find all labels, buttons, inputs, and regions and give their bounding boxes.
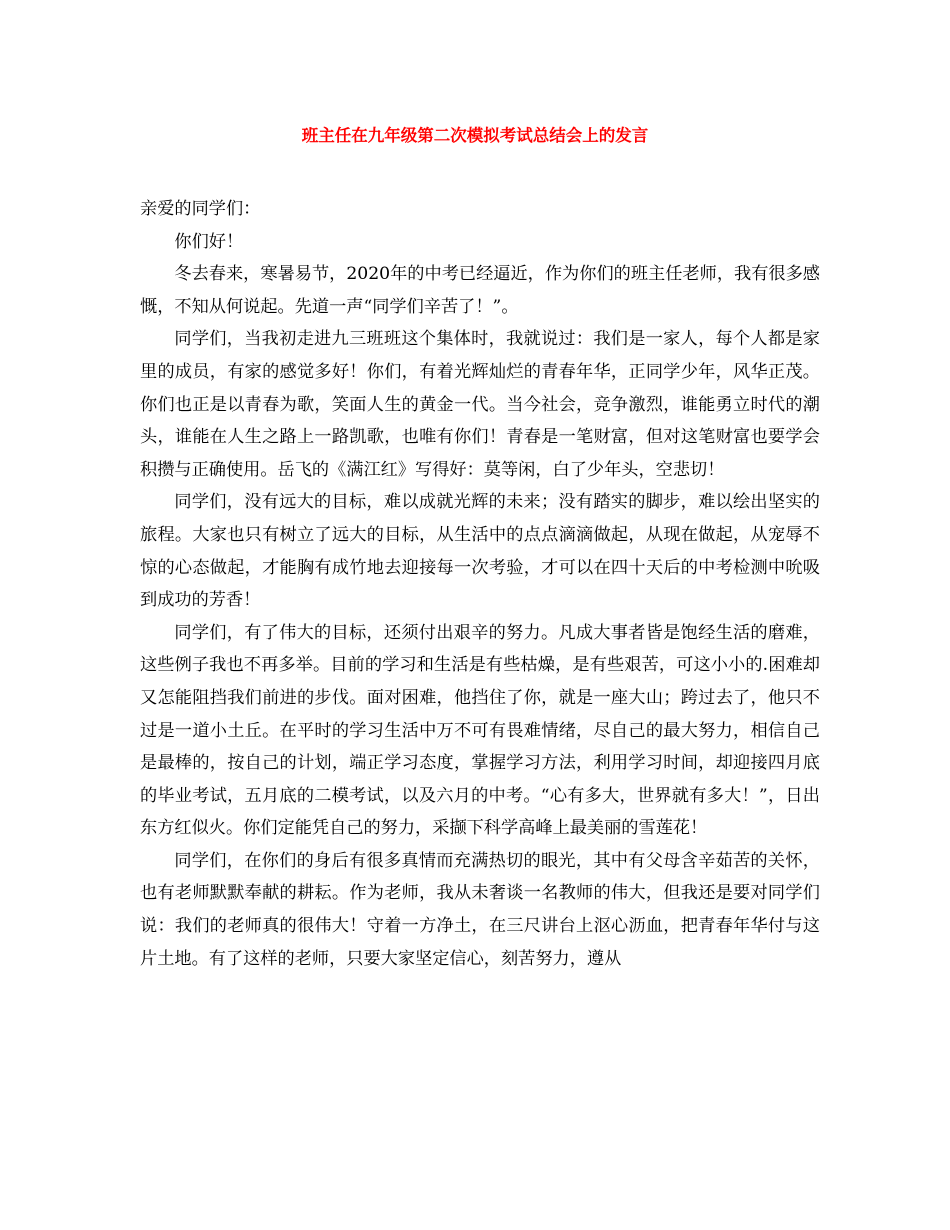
document-body bbox=[140, 193, 820, 975]
salutation: 亲爱的同学们： bbox=[140, 199, 261, 219]
paragraph: 同学们，有了伟大的目标，还须付出艰辛的努力。凡成大事者皆是饱经生活的磨难，这些例子我也不再多举。目前的学习和生活是有些枯燥，是有些艰苦，可这小小的.困难却又怎能阻挡我们前进的步伐。面对困难，他挡住了你，就是一座大山；跨过去了，他只不过是一道小土丘。在平时的学习生活中万不可有畏难情绪，尽自己的最大努力，相信自己是最棒的，按自己的计划，端正学习态度，掌握学习方法，利用学习时间，却迎接四月底的毕业考试，五月底的二模考试，以及六月的中考。“心有多大，世界就有多大！”，日出东方红似火。你们定能凭自己的努力，采撷下科学高峰上最美丽的雪莲花！ bbox=[140, 622, 820, 839]
paragraph: 同学们，没有远大的目标，难以成就光辉的未来；没有踏实的脚步，难以绘出坚实的旅程。大家也只有树立了远大的目标，从生活中的点点滴滴做起，从现在做起，从宠辱不惊的心态做起，才能胸有成竹地去迎接每一次考验，才可以在四十天后的中考检测中吮吸到成功的芳香！ bbox=[140, 492, 820, 611]
paragraph: 同学们，在你们的身后有很多真情而充满热切的眼光，其中有父母含辛茹苦的关怀，也有老师默默奉献的耕耘。作为老师，我从未奢谈一名教师的伟大，但我还是要对同学们说：我们的老师真的很伟大！守着一方净土，在三尺讲台上沤心沥血，把青春年华付与这片土地。有了这样的老师，只要大家坚定信心，刻苦努力，遵从 bbox=[140, 850, 820, 969]
paragraph: 冬去春来，寒暑易节，2020年的中考已经逼近，作为你们的班主任老师，我有很多感慨，不知从何说起。先道一声“同学们辛苦了！”。 bbox=[140, 264, 820, 317]
paragraph: 同学们，当我初走进九三班班这个集体时，我就说过：我们是一家人，每个人都是家里的成员，有家的感觉多好！你们，有着光辉灿烂的青春年华，正同学少年，风华正茂。你们也正是以青春为歌，笑面人生的黄金一代。当今社会，竞争激烈，谁能勇立时代的潮头，谁能在人生之路上一路凯歌，也唯有你们！青春是一笔财富，但对这笔财富也要学会积攒与正确使用。岳飞的《满江红》写得好：莫等闲，白了少年头，空悲切！ bbox=[140, 329, 820, 480]
greeting: 你们好！ bbox=[174, 231, 244, 252]
document-title: 班主任在九年级第二次模拟考试总结会上的发言 bbox=[301, 126, 649, 145]
